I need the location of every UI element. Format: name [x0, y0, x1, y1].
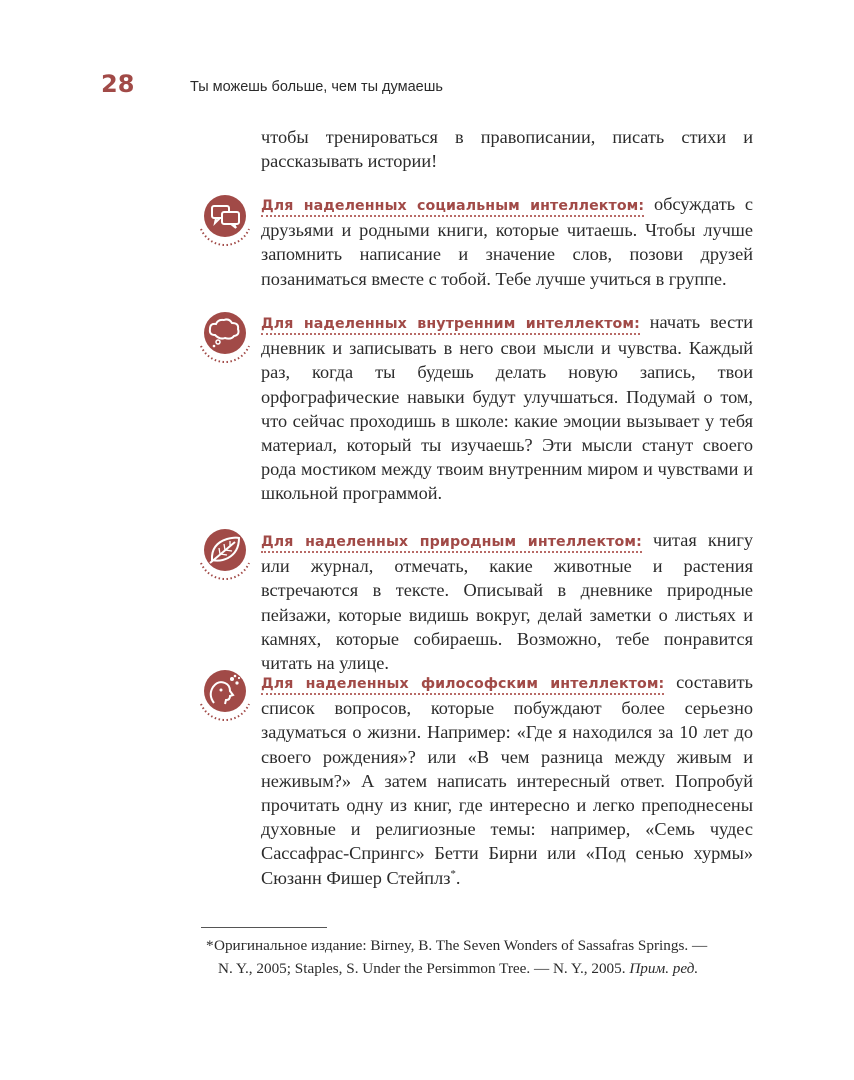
running-title: Ты можешь больше, чем ты думаешь: [190, 79, 443, 95]
social-intelligence-paragraph: [261, 192, 753, 291]
thought-cloud-icon: [193, 305, 257, 369]
leaf-icon: [193, 522, 257, 586]
footnote-reference[interactable]: *: [450, 867, 456, 880]
section-lead: Для наделенных философским интеллектом:: [261, 676, 664, 695]
footnote-divider: [201, 927, 327, 928]
footnote-mark: *: [206, 937, 214, 954]
footnote: [206, 934, 754, 980]
section-text-end: .: [455, 867, 461, 888]
page-number: 28: [101, 70, 135, 98]
section-lead: Для наделенных внутренним интеллектом:: [261, 316, 640, 335]
footnote-line-1: Оригинальное издание: Birney, B. The Seven Wonders of Sassafras Springs. —: [214, 937, 708, 954]
section-text: составить список вопросов, которые побуждают более серьезно задуматься о жизни. Например: «Где я находился за 10 лет до своего рождения»? или «В чем разница между живым и неживым?» А затем написать интересный ответ. Попробуй прочитать одну из книг, где интересно и легко преподнесены духовные и религиозные темы: например, «Семь чудес Сассафрас-Спрингс» Бетти Бирни или «Под сенью хурмы» Сюзанн Фишер Стейплз: [261, 672, 753, 888]
intro-paragraph: чтобы тренироваться в правописании, писать стихи и рассказывать истории!: [261, 127, 753, 172]
speech-bubbles-icon: [193, 188, 257, 252]
editor-note: Прим. ред.: [629, 960, 699, 977]
intrapersonal-intelligence-paragraph: [261, 310, 753, 506]
naturalist-intelligence-paragraph: [261, 528, 753, 675]
section-lead: Для наделенных природным интеллектом:: [261, 534, 642, 553]
footnote-citation: N. Y., 2005; Staples, S. Under the Persimmon Tree. — N. Y., 2005.: [218, 960, 626, 977]
thinking-head-icon: [193, 663, 257, 727]
section-text: читая книгу или журнал, отмечать, какие животные и растения встречаются в тексте. Описывай в дневнике природные пейзажи, которые видишь вокруг, делай заметки о листьях и камнях, которые собираешь. Возможно, тебе понравится читать на улице.: [261, 530, 753, 674]
section-text: начать вести дневник и записывать в него свои мысли и чувства. Каждый раз, когда ты будешь делать новую запись, твои орфографические навыки будут улучшаться. Подумай о том, что сейчас проходишь в школе: какие эмоции вызывает у тебя материал, который ты изучаешь? Эти мысли станут своего рода мостиком между твоим внутренним миром и чувствами и школьной программой.: [261, 312, 753, 504]
section-text: обсуждать с друзьями и родными книги, которые читаешь. Чтобы лучше запомнить написание и значение слов, позови друзей позаниматься вместе с тобой. Тебе лучше учиться в группе.: [261, 194, 753, 289]
footnote-line-2: [214, 957, 754, 980]
existential-intelligence-paragraph: [261, 670, 753, 890]
section-lead: Для наделенных социальным интеллектом:: [261, 198, 644, 217]
